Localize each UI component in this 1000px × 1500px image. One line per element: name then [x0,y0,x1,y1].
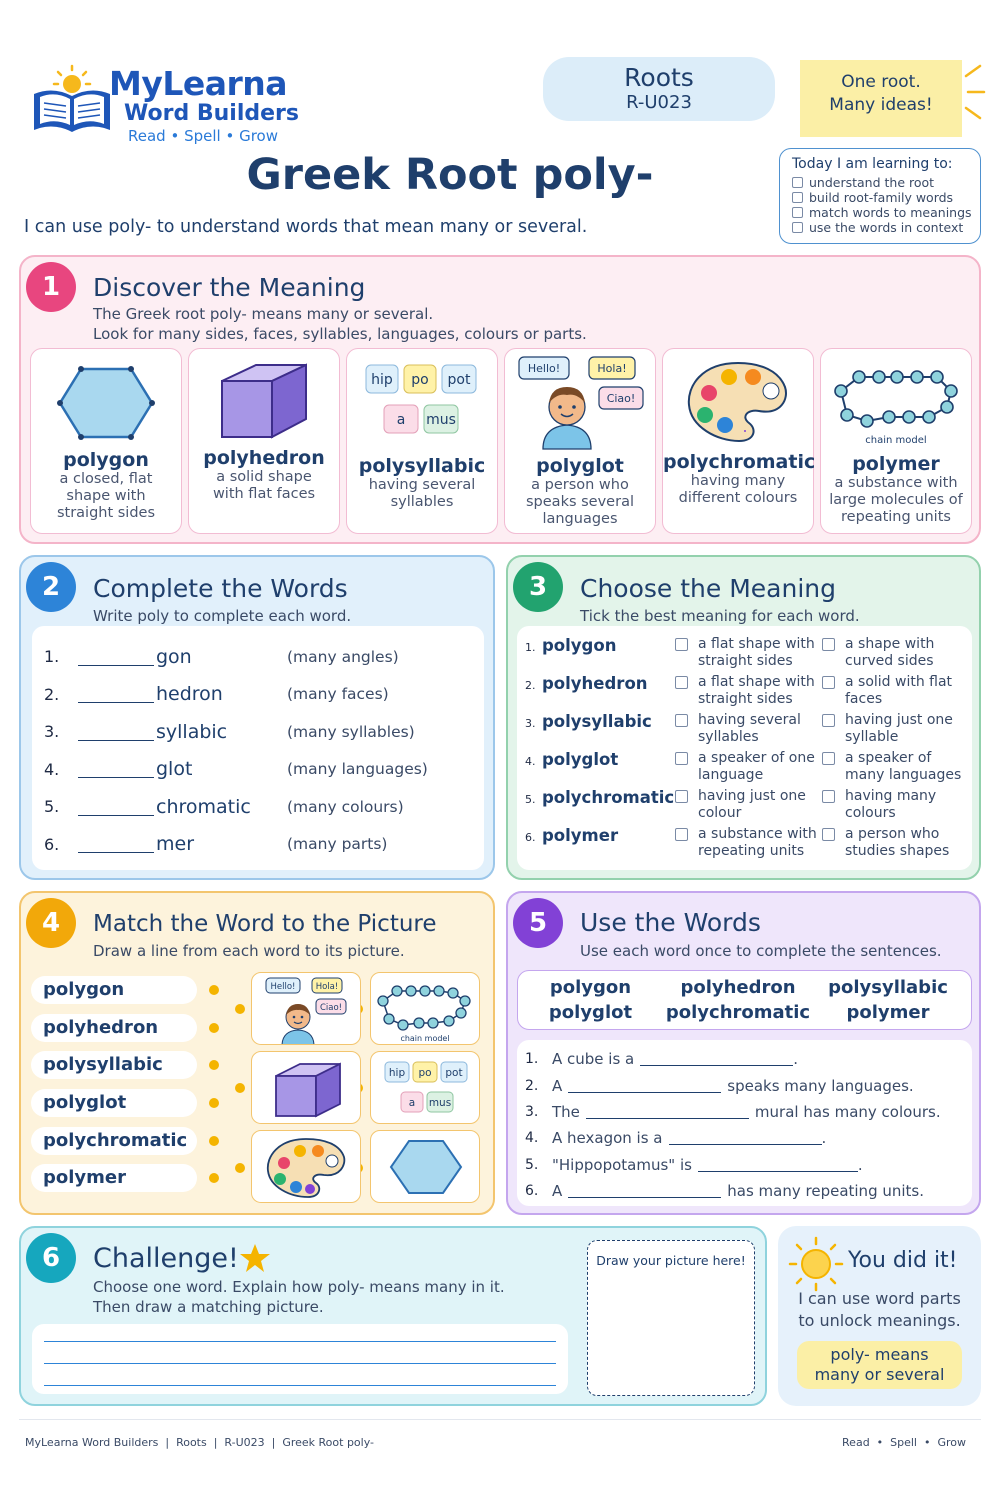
sticky-note [800,60,962,137]
row-number: 1. [44,647,60,667]
bubble-text: Ciao! [606,392,636,405]
bubble-text: Hola! [315,982,339,992]
word-card-polymer [820,348,972,534]
checkbox[interactable] [822,790,835,803]
section-number: 4 [26,898,76,948]
drawing-area[interactable] [587,1240,755,1396]
answer-blank[interactable] [78,723,154,741]
word-dot[interactable] [209,1098,219,1108]
section-choose-meaning [506,555,981,880]
speaker-child-icon [252,973,361,1045]
section-title: Match the Word to the Picture [93,911,437,937]
picture-polychromatic[interactable] [251,1130,361,1203]
chain-model-icon [831,355,961,449]
option-label: having several syllables [698,712,801,745]
syllable-label: mus [428,1097,452,1109]
option-label: a speaker of many languages [845,750,962,783]
card-definition: having many different colours [678,473,798,506]
pill-line: many or several [814,1365,945,1384]
word-dot[interactable] [209,1136,219,1146]
word-dot[interactable] [209,985,219,995]
word-suffix: hedron [156,683,223,706]
syllable-label: hip [388,1067,406,1079]
row-number: 1. [525,1051,539,1068]
word-card-polygon [30,348,182,534]
checkbox[interactable] [675,752,688,765]
chain-model-label: chain model [865,435,927,446]
row-number: 2. [525,1077,539,1094]
answer-blank[interactable] [698,1158,858,1172]
sentence-start: "Hippopotamus" is [552,1155,692,1174]
paint-palette-icon [252,1131,361,1203]
brand-sub: Word Builders [124,101,299,126]
row-number: 6. [44,834,60,854]
sentence-start: A [552,1076,563,1095]
learning-goals [779,148,981,244]
goal-item[interactable] [792,190,980,205]
sentence-start: A hexagon is a [552,1129,663,1148]
completion-card [778,1226,981,1406]
option-label: a speaker of one language [698,750,815,783]
option-label: having many colours [845,788,937,821]
pill-line: poly- means [830,1345,929,1364]
section-match-picture [19,891,495,1215]
card-word: polychromatic [663,451,816,473]
sentence-list [517,1040,972,1206]
bank-word: polygon [549,977,632,998]
completion-row [44,751,484,789]
option-label: a solid with flat faces [845,674,953,707]
drawing-area-label: Draw your picture here! [596,1253,746,1268]
sentence-start: A cube is a [552,1050,635,1069]
picture-polyglot[interactable] [251,972,361,1045]
sentence-end: . [857,1155,863,1174]
writing-line [44,1363,556,1364]
completion-line: to unlock meanings. [798,1311,961,1330]
answer-blank[interactable] [78,760,154,778]
sentence-start: A [552,1182,563,1201]
row-number: 4. [44,759,60,779]
card-word: polyglot [536,455,624,477]
completion-row [44,638,484,676]
section-subtitle: Draw a line from each word to its picture. [93,942,405,960]
section-discover [19,255,981,544]
match-word[interactable]: polyglot [31,1089,197,1117]
cube-icon [252,1052,361,1124]
syllable-label: mus [426,412,456,428]
sentence-row [525,1178,972,1204]
row-number: 4. [525,1130,539,1147]
checkbox[interactable] [822,638,835,651]
row-number: 1. [525,641,536,654]
option-a[interactable] [675,674,822,712]
section-number: 1 [26,262,76,312]
root-meaning-pill [797,1341,962,1389]
sentence-row [525,1125,972,1151]
picture-polygon[interactable] [370,1130,480,1203]
syllable-blocks-icon [371,1052,480,1124]
meaning-hint: (many parts) [287,835,388,854]
row-number: 2. [44,684,60,704]
paint-palette-icon [683,357,793,447]
option-b[interactable] [822,712,969,750]
sparkle-lines-icon [962,62,992,122]
card-word: polymer [852,453,940,475]
hexagon-icon [371,1131,480,1203]
card-definition: a substance with large molecules of repeating units [829,475,963,525]
row-number: 3. [525,1103,539,1120]
option-label: a flat shape with straight sides [698,636,815,669]
answer-blank[interactable] [78,648,154,666]
section-use-words [506,891,981,1215]
choice-row [525,826,972,864]
word-bank [517,970,972,1030]
bubble-text: Hello! [270,982,296,992]
match-word[interactable]: polymer [31,1164,197,1192]
bubble-text: Ciao! [319,1003,343,1013]
bank-word: polysyllabic [828,977,948,998]
card-definition: a person who speaks several languages [526,477,634,527]
picture-polymer[interactable] [370,972,480,1045]
bank-word: polyglot [548,1002,633,1023]
picture-dot[interactable] [235,1163,245,1173]
goal-label: use the words in context [809,220,964,235]
checkbox[interactable] [675,828,688,841]
row-number: 5. [44,797,60,817]
option-b[interactable] [822,750,969,788]
answer-blank[interactable] [586,1105,749,1119]
word-card-polysyllabic [346,348,498,534]
bank-word: polychromatic [665,1002,811,1023]
option-b[interactable] [822,788,969,826]
meaning-hint: (many syllables) [287,722,415,741]
meaning-hint: (many colours) [287,797,404,816]
bank-word: polymer [846,1002,930,1023]
writing-line [44,1385,556,1386]
writing-line [44,1341,556,1342]
word-suffix: mer [156,833,195,856]
completion-row [44,788,484,826]
card-definition: a closed, flat shape with straight sides [56,471,156,521]
choice-word: polyglot [542,750,619,769]
choice-word: polychromatic [542,788,675,807]
syllable-blocks-icon [362,355,482,451]
option-label: having just one syllable [845,712,953,745]
sentence-row [525,1152,972,1178]
choice-row [525,674,972,712]
option-a[interactable] [675,826,822,864]
checkbox[interactable] [822,676,835,689]
brand-tagline: Read • Spell • Grow [128,127,278,145]
word-suffix: glot [156,758,193,781]
choice-row [525,788,972,826]
word-suffix: chromatic [156,795,251,818]
completion-row [44,676,484,714]
checkbox[interactable] [675,714,688,727]
section-title: Challenge! [93,1243,239,1274]
choice-word: polymer [542,826,619,845]
goal-label: understand the root [809,175,935,190]
sentence-row [525,1046,972,1072]
card-definition: having several syllables [368,477,476,510]
section-challenge [19,1226,767,1406]
sentence-end: has many repeating units. [727,1182,925,1201]
choice-row [525,750,972,788]
chain-model-icon [371,973,480,1045]
word-completion-list [32,626,484,870]
word-dot[interactable] [209,1023,219,1033]
row-number: 2. [525,679,536,692]
completion-row [44,713,484,751]
card-definition: a solid shape with flat faces [212,469,316,502]
word-card-polyglot [504,348,656,534]
row-number: 3. [525,717,536,730]
open-book-sun-icon [28,64,118,140]
checkbox[interactable] [822,752,835,765]
match-word[interactable]: polygon [31,976,197,1004]
syllable-label: po [418,1067,432,1079]
checkbox[interactable] [675,676,688,689]
card-word: polygon [63,449,149,471]
star-icon [239,1242,271,1274]
speaker-child-icon [515,351,645,451]
cube-icon [214,359,314,443]
section-number: 2 [26,562,76,612]
section-subtitle: Write poly to complete each word. [93,607,352,625]
picture-polysyllabic[interactable] [370,1051,480,1124]
goal-label: build root-family words [809,190,954,205]
checkbox[interactable] [675,638,688,651]
answer-blank[interactable] [568,1079,721,1093]
section-title: Discover the Meaning [93,273,366,302]
option-label: having just one colour [698,788,806,821]
completion-text [778,1288,981,1332]
option-label: a person who studies shapes [845,826,950,859]
row-number: 3. [44,722,60,742]
row-number: 6. [525,831,536,844]
footer-left: MyLearna Word Builders | Roots | R-U023 | Greek Root poly- [25,1436,375,1449]
row-number: 5. [525,793,536,806]
section-title: Choose the Meaning [580,574,836,603]
choice-row [525,636,972,674]
meaning-hint: (many languages) [287,760,428,779]
checkbox[interactable] [822,714,835,727]
sentence-row [525,1072,972,1098]
option-a[interactable] [675,788,822,826]
section-subtitle: Then draw a matching picture. [93,1298,324,1316]
word-suffix: gon [156,645,192,668]
page-title: Greek Root poly- [246,150,654,200]
checkbox[interactable] [792,177,803,188]
word-card-polychromatic [662,348,814,534]
completion-title: You did it! [848,1248,958,1273]
goal-item[interactable] [792,175,980,190]
word-dot[interactable] [209,1173,219,1183]
section-number: 6 [26,1233,76,1283]
answer-blank[interactable] [568,1184,721,1198]
meaning-hint: (many faces) [287,685,389,704]
option-b[interactable] [822,674,969,712]
option-label: a flat shape with straight sides [698,674,815,707]
brand-logo [28,64,318,148]
answer-blank[interactable] [78,798,154,816]
word-suffix: syllabic [156,720,228,743]
section-title: Use the Words [580,908,761,937]
hexagon-icon [56,363,156,443]
option-a[interactable] [675,750,822,788]
section-complete-words [19,555,495,880]
picture-dot[interactable] [235,1004,245,1014]
syllable-label: pot [445,1067,463,1079]
match-word[interactable]: polychromatic [31,1127,197,1155]
picture-polyhedron[interactable] [251,1051,361,1124]
word-card-polyhedron [188,348,340,534]
goal-label: match words to meanings [809,205,972,220]
option-a[interactable] [675,636,822,674]
section-title: Complete the Words [93,574,348,603]
answer-blank[interactable] [669,1131,822,1145]
checkbox[interactable] [675,790,688,803]
syllable-label: po [411,372,429,388]
sentence-end: . [821,1129,827,1148]
section-number: 5 [513,898,563,948]
card-word: polysyllabic [358,455,486,477]
row-number: 4. [525,755,536,768]
match-word[interactable]: polyhedron [31,1014,197,1042]
word-dot[interactable] [209,1060,219,1070]
choice-row [525,712,972,750]
checkbox[interactable] [792,207,803,218]
goals-heading: Today I am learning to: [792,156,953,172]
section-subtitle: Look for many sides, faces, syllables, languages, colours or parts. [93,325,587,343]
bank-word: polyhedron [680,977,796,998]
badge-code: R-U023 [626,92,692,113]
checkbox[interactable] [822,828,835,841]
row-number: 5. [525,1156,539,1173]
completion-row [44,826,484,864]
unit-badge [543,57,775,121]
completion-line: I can use word parts [798,1289,961,1308]
section-subtitle: Choose one word. Explain how poly- means many in it. [93,1278,505,1296]
meaning-choice-list [517,626,972,870]
option-a[interactable] [675,712,822,750]
picture-dot[interactable] [235,1083,245,1093]
learning-objective: I can use poly- to understand words that mean many or several. [24,217,588,237]
note-line-1: One root. [841,72,921,92]
sentence-end: mural has many colours. [754,1102,941,1121]
syllable-label: a [396,412,406,428]
section-number: 3 [513,562,563,612]
row-number: 6. [525,1183,539,1200]
choice-word: polygon [542,636,617,655]
section-subtitle: Use each word once to complete the sentences. [580,942,942,960]
badge-title: Roots [624,63,694,92]
sentence-end: . [793,1050,799,1069]
section-subtitle: Tick the best meaning for each word. [580,607,860,625]
choice-word: polysyllabic [542,712,652,731]
sentence-start: The [552,1102,580,1121]
syllable-label: a [408,1097,416,1109]
footer-right: Read • Spell • Grow [842,1436,966,1449]
card-word: polyhedron [203,447,325,469]
sentence-end: speaks many languages. [727,1076,914,1095]
writing-area[interactable] [32,1324,568,1394]
answer-blank[interactable] [78,835,154,853]
bubble-text: Hello! [527,362,561,375]
sentence-row [525,1099,972,1125]
meaning-hint: (many angles) [287,647,399,666]
chain-model-label: chain model [400,1034,450,1043]
checkbox[interactable] [792,222,803,233]
option-b[interactable] [822,636,969,674]
option-label: a substance with repeating units [698,826,817,859]
footer-divider [19,1419,981,1420]
option-label: a shape with curved sides [845,636,935,669]
goal-item[interactable] [792,205,980,220]
syllable-label: pot [447,372,471,388]
answer-blank[interactable] [78,685,154,703]
goal-item[interactable] [792,220,980,235]
bubble-text: Hola! [597,362,627,375]
option-b[interactable] [822,826,969,864]
checkbox[interactable] [792,192,803,203]
match-word[interactable]: polysyllabic [31,1051,197,1079]
brand-name: MyLearna [109,64,288,103]
answer-blank[interactable] [640,1052,793,1066]
sun-icon [784,1234,848,1294]
note-line-2: Many ideas! [829,95,933,115]
syllable-label: hip [371,372,393,388]
choice-word: polyhedron [542,674,648,693]
section-subtitle: The Greek root poly- means many or several. [93,305,434,323]
